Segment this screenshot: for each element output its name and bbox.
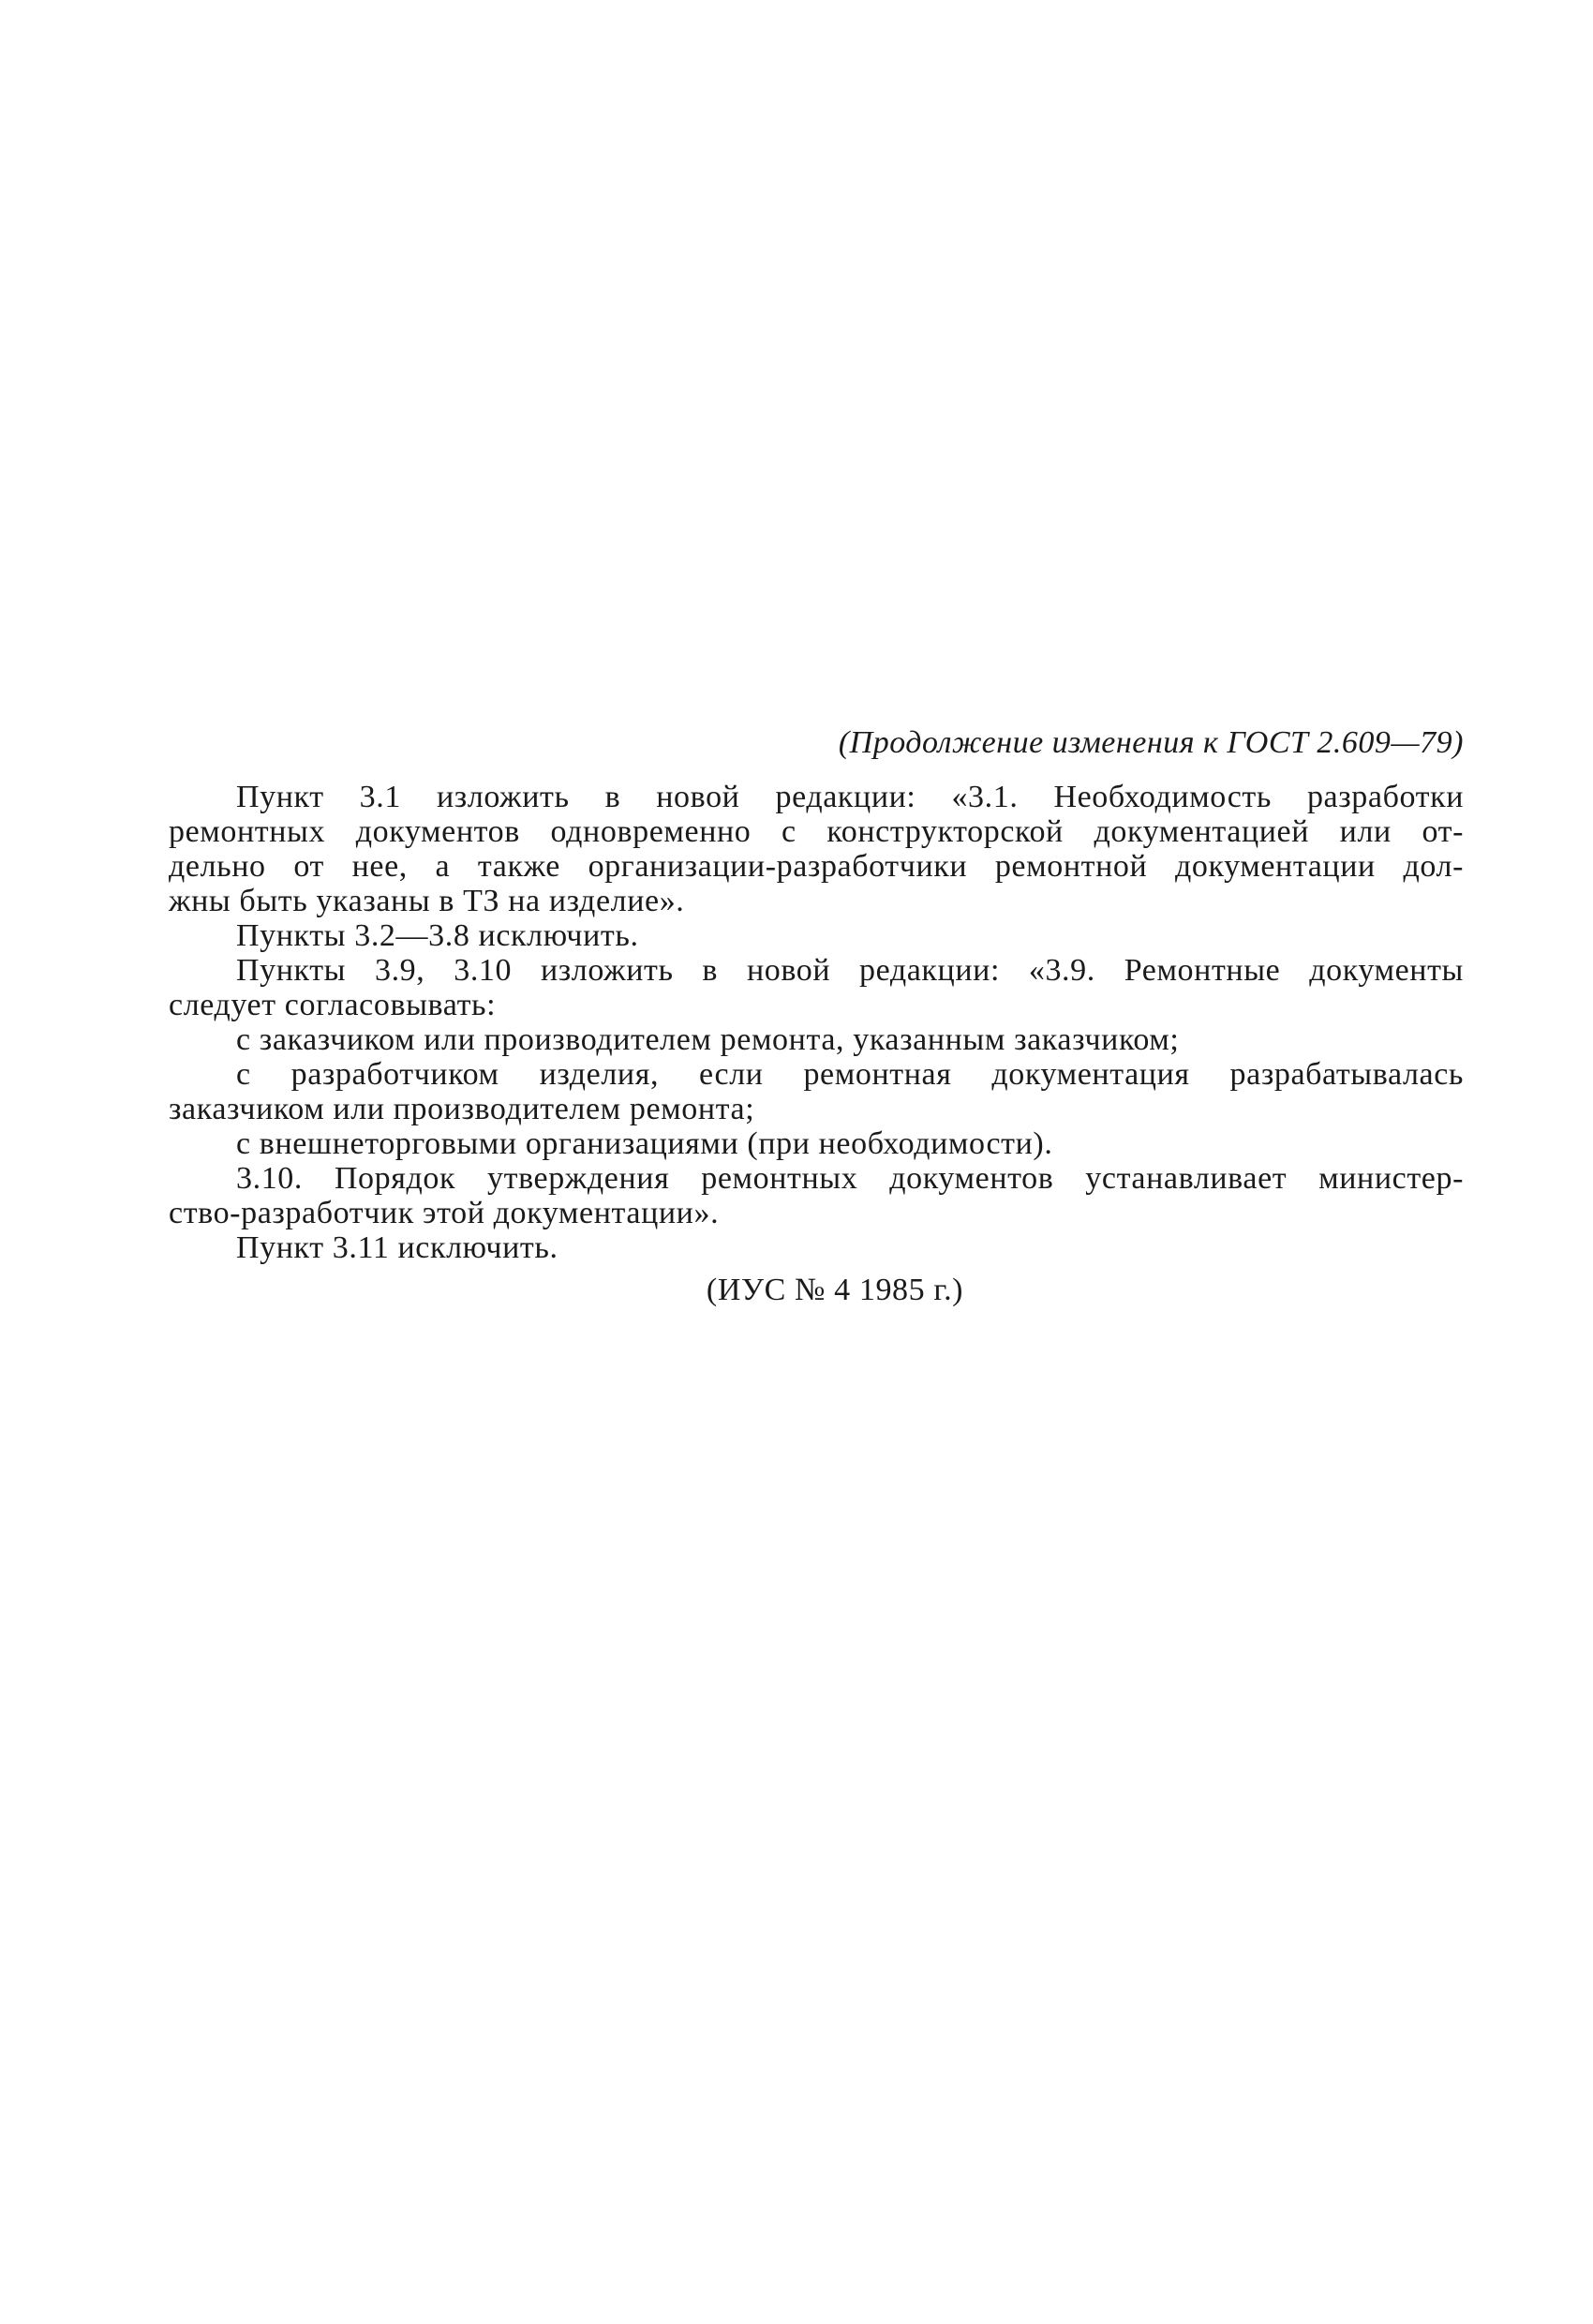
amendment-body xyxy=(169,780,1464,1265)
text-line: следует согласовывать: xyxy=(169,988,497,1022)
list-item xyxy=(169,1057,1464,1126)
continuation-note: (Продолжение изменения к ГОСТ 2.609—79) xyxy=(838,725,1464,760)
paragraph-items-3-9-3-10 xyxy=(169,953,1464,1022)
text-line: Пункт 3.1 изложить в новой редакции: «3.1. Необходимость разработки xyxy=(236,780,1464,814)
paragraph-item-3-1 xyxy=(169,780,1464,918)
text-line: Пункт 3.11 исключить. xyxy=(236,1230,558,1265)
text-line: ство-разработчик этой документации». xyxy=(169,1196,720,1230)
text-line: 3.10. Порядок утверждения ремонтных документов устанавливает министер- xyxy=(236,1161,1464,1196)
paragraph-item-3-10 xyxy=(169,1161,1464,1230)
text-line: с заказчиком или производителем ремонта, указанным заказчиком; xyxy=(236,1022,1180,1057)
list-item xyxy=(169,1022,1464,1057)
list-item xyxy=(169,1126,1464,1161)
text-line: ремонтных документов одновременно с конструкторской документацией или от- xyxy=(169,814,1464,849)
text-line: с внешнеторговыми организациями (при необходимости). xyxy=(236,1126,1053,1161)
paragraph-items-3-2-3-8 xyxy=(169,918,1464,953)
text-line: с разработчиком изделия, если ремонтная документация разрабатывалась xyxy=(236,1057,1464,1092)
source-reference: (ИУС № 4 1985 г.) xyxy=(706,1273,964,1307)
text-line: заказчиком или производителем ремонта; xyxy=(169,1092,755,1126)
text-line: дельно от нее, а также организации-разработчики ремонтной документации дол- xyxy=(169,849,1464,884)
paragraph-item-3-11 xyxy=(169,1230,1464,1265)
text-line: Пункты 3.9, 3.10 изложить в новой редакции: «3.9. Ремонтные документы xyxy=(236,953,1464,988)
text-line: жны быть указаны в ТЗ на изделие». xyxy=(169,884,685,918)
text-line: Пункты 3.2—3.8 исключить. xyxy=(236,918,639,953)
